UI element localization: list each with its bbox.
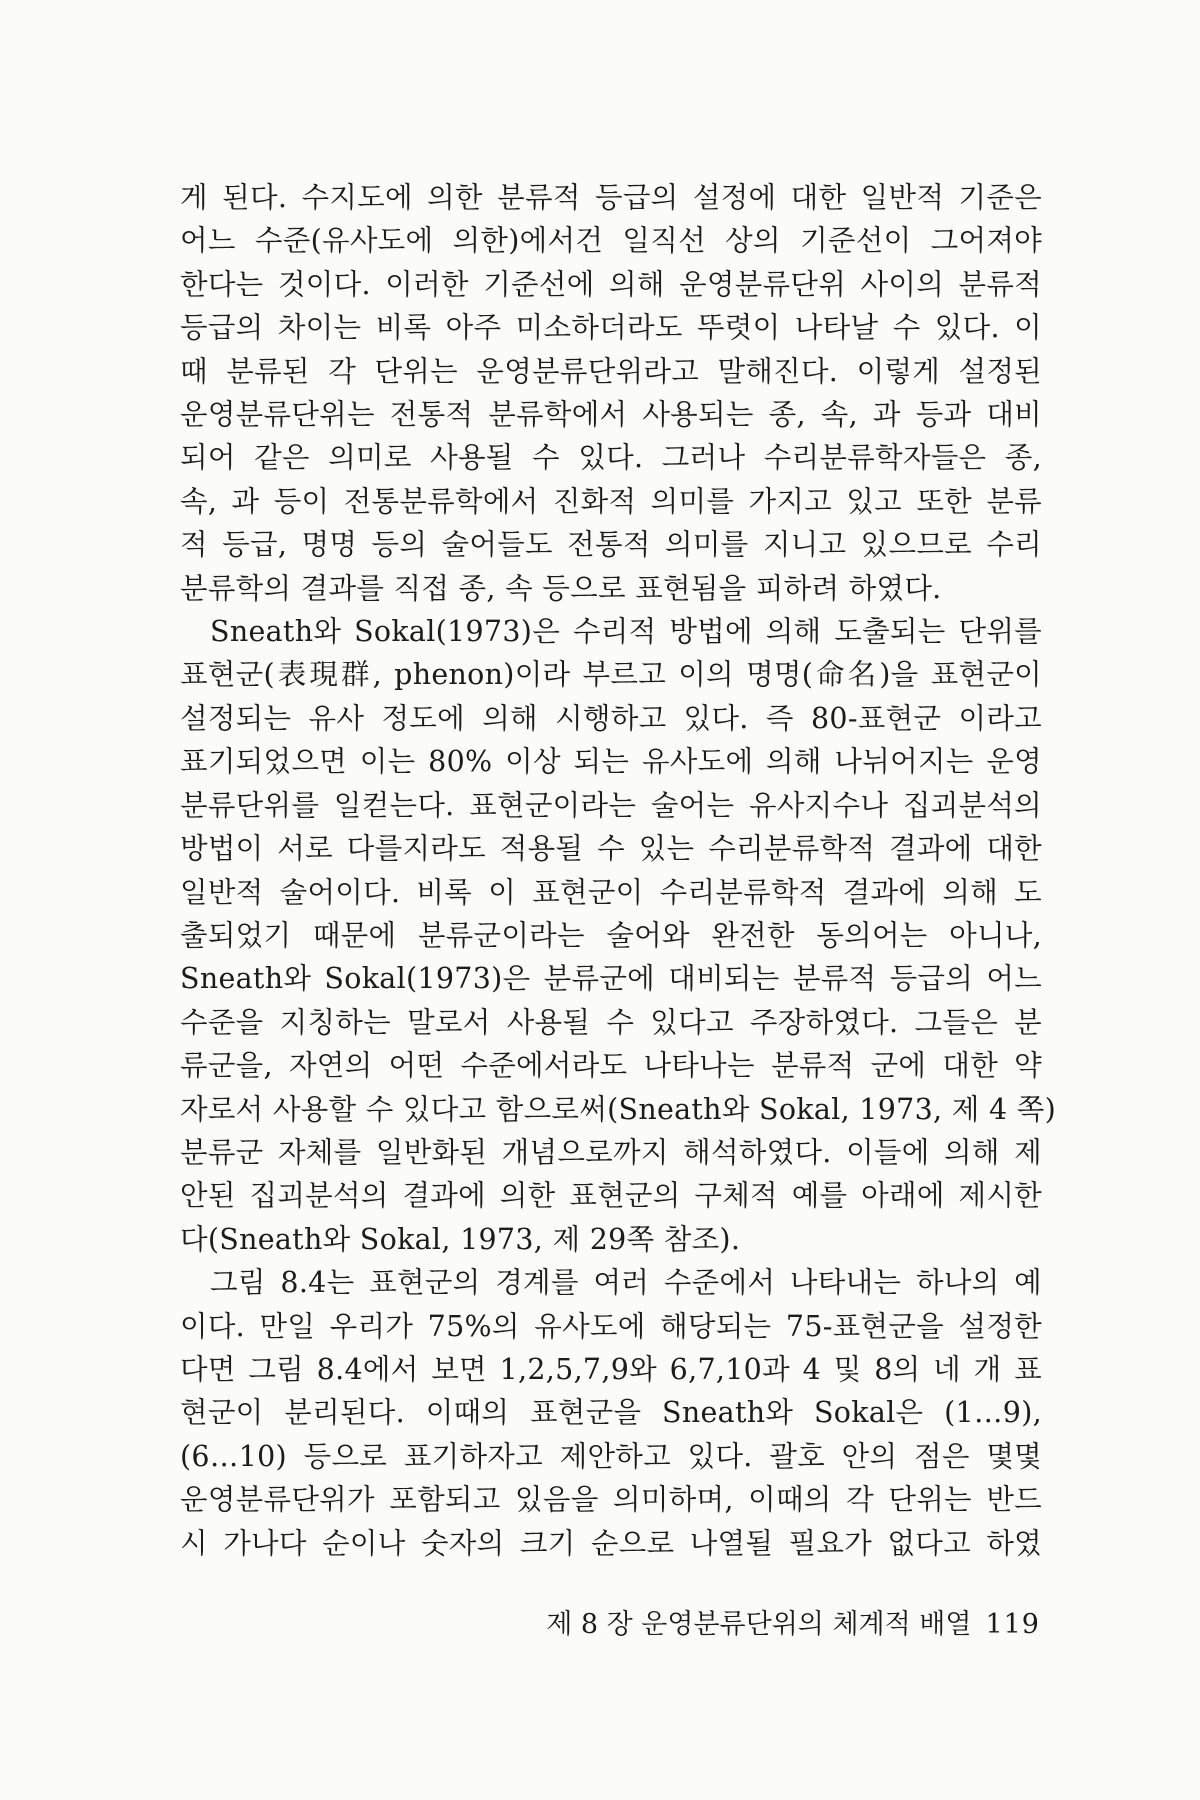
text-line: 다면 그림 8.4에서 보면 1,2,5,7,9와 6,7,10과 4 및 8의 네 개 표	[180, 1352, 1042, 1386]
text-line: 자로서 사용할 수 있다고 함으로써(Sneath와 Sokal, 1973, 제 4 쪽)	[180, 1092, 1056, 1126]
text-line: 게 된다. 수지도에 의한 분류적 등급의 설정에 대한 일반적 기준은	[180, 181, 1042, 214]
text-line: 다(Sneath와 Sokal, 1973, 제 29쪽 참조).	[180, 1222, 741, 1256]
text-line: 현군이 분리된다. 이때의 표현군을 Sneath와 Sokal은 (1…9),	[180, 1396, 1042, 1430]
text-line: 이다. 만일 우리가 75%의 유사도에 해당되는 75-표현군을 설정한	[180, 1309, 1042, 1343]
paragraph-2	[180, 610, 1056, 1261]
text-line: 적 등급, 명명 등의 술어들도 전통적 의미를 지니고 있으므로 수리	[180, 528, 1042, 562]
text-line: 어느 수준(유사도에 의한)에서건 일직선 상의 기준선이 그어져야	[180, 224, 1042, 258]
text-line: 때 분류된 각 단위는 운영분류단위라고 말해진다. 이렇게 설정된	[180, 354, 1042, 388]
text-line: Sneath와 Sokal(1973)은 수리적 방법에 의해 도출되는 단위를	[210, 615, 1042, 649]
running-footer	[520, 1602, 1040, 1641]
text-line: 일반적 술어이다. 비록 이 표현군이 수리분류학적 결과에 의해 도	[180, 875, 1042, 909]
text-line: 속, 과 등이 전통분류학에서 진화적 의미를 가지고 있고 또한 분류	[180, 484, 1042, 518]
chapter-title: 제 8 장 운영분류단위의 체계적 배열	[546, 1609, 972, 1640]
text-line: 한다는 것이다. 이러한 기준선에 의해 운영분류단위 사이의 분류적	[180, 267, 1042, 301]
text-line: 시 가나다 순이나 숫자의 크기 순으로 나열될 필요가 없다고 하였	[180, 1526, 1042, 1560]
text-line: (6…10) 등으로 표기하자고 제안하고 있다. 괄호 안의 점은 몇몇	[180, 1439, 1042, 1473]
text-line: 수준을 지칭하는 말로서 사용될 수 있다고 주장하였다. 그들은 분	[180, 1005, 1042, 1039]
text-line: 설정되는 유사 정도에 의해 시행하고 있다. 즉 80-표현군 이라고	[180, 701, 1042, 735]
text-line: 운영분류단위가 포함되고 있음을 의미하며, 이때의 각 단위는 반드	[180, 1483, 1042, 1517]
text-line: 운영분류단위는 전통적 분류학에서 사용되는 종, 속, 과 등과 대비	[180, 398, 1042, 432]
text-line: 분류군 자체를 일반화된 개념으로까지 해석하였다. 이들에 의해 제	[180, 1135, 1042, 1169]
text-line: 방법이 서로 다를지라도 적용될 수 있는 수리분류학적 결과에 대한	[180, 832, 1042, 866]
text-line: 그림 8.4는 표현군의 경계를 여러 수준에서 나타내는 하나의 예	[210, 1266, 1042, 1300]
paragraph-1	[180, 176, 1042, 610]
body-text	[180, 176, 1056, 1565]
paragraph-3	[180, 1261, 1042, 1565]
text-line: 등급의 차이는 비록 아주 미소하더라도 뚜렷이 나타날 수 있다. 이	[180, 311, 1042, 345]
page-number: 119	[985, 1609, 1040, 1640]
text-line: 되어 같은 의미로 사용될 수 있다. 그러나 수리분류학자들은 종,	[180, 441, 1042, 475]
text-line: 표현군(表現群, phenon)이라 부르고 이의 명명(命名)을 표현군이	[180, 658, 1042, 692]
text-line: 류군을, 자연의 어떤 수준에서라도 나타나는 분류적 군에 대한 약	[180, 1049, 1042, 1083]
text-line: Sneath와 Sokal(1973)은 분류군에 대비되는 분류적 등급의 어느	[180, 962, 1042, 996]
text-line: 출되었기 때문에 분류군이라는 술어와 완전한 동의어는 아니나,	[180, 918, 1042, 952]
text-line: 분류단위를 일컫는다. 표현군이라는 술어는 유사지수나 집괴분석의	[180, 788, 1042, 822]
text-line: 안된 집괴분석의 결과에 의한 표현군의 구체적 예를 아래에 제시한	[180, 1179, 1042, 1213]
text-line: 표기되었으면 이는 80% 이상 되는 유사도에 의해 나뉘어지는 운영	[180, 745, 1042, 779]
text-line: 분류학의 결과를 직접 종, 속 등으로 표현됨을 피하려 하였다.	[180, 571, 942, 605]
